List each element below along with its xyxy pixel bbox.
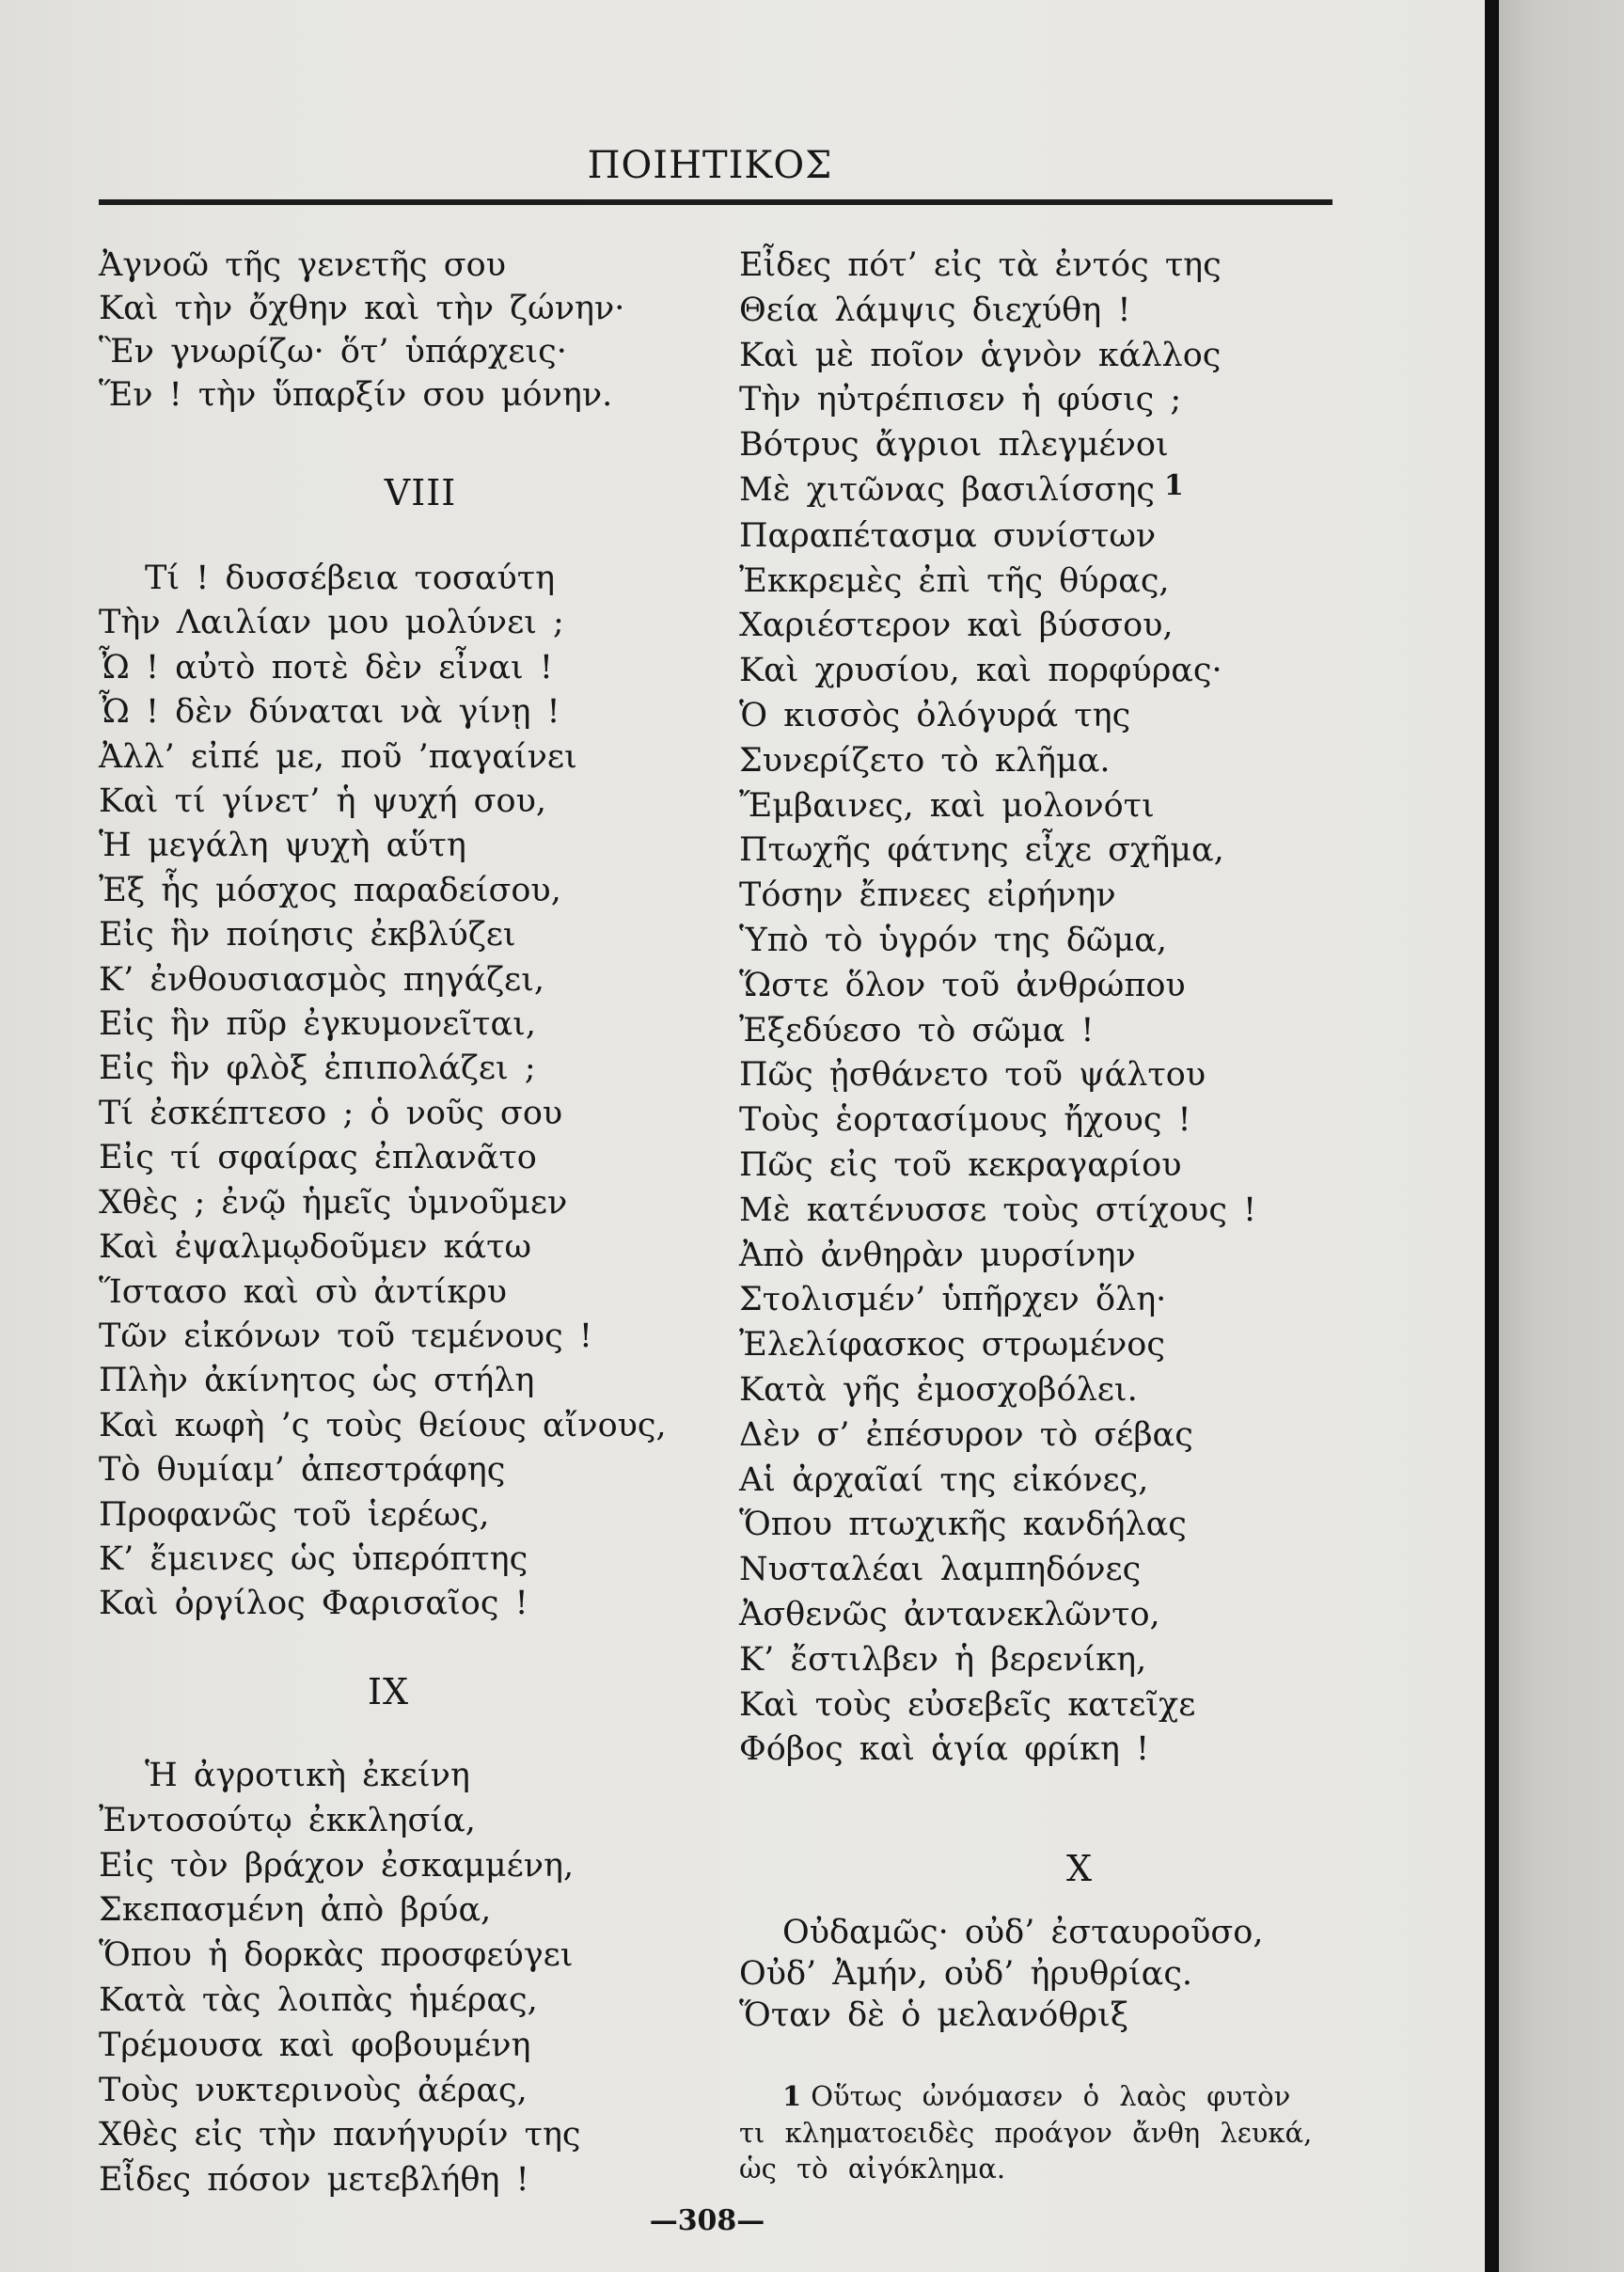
footnote-line [739, 2078, 1312, 2115]
verse-line: Σκεπασμένη ἀπὸ βρύα, [99, 1891, 492, 1930]
footnote-marker: 1 [782, 2080, 802, 2112]
verse-line: Καὶ τὴν ὄχθην καὶ τὴν ζώνην· [99, 290, 625, 327]
verse-line: Νυσταλέαι λαμπηδόνες [739, 1551, 1142, 1589]
verse-line: Καὶ κωφὴ ’ς τοὺς θείους αἴνους, [99, 1406, 667, 1444]
verse-line: Οὐδαμῶς· οὐδ’ ἐσταυροῦσο, [782, 1914, 1264, 1951]
verse-line: Πλὴν ἀκίνητος ὡς στήλη [99, 1362, 535, 1400]
verse-line: Ἀλλ’ εἰπέ με, ποῦ ’παγαίνει [99, 737, 577, 776]
verse-line: Ἐκκρεμὲς ἐπὶ τῆς θύρας, [739, 561, 1170, 600]
verse-line: Ἵστασο καὶ σὺ ἀντίκρυ [99, 1272, 508, 1311]
verse-line: Εἰς ἣν φλὸξ ἐπιπολάζει ; [99, 1049, 536, 1088]
verse-line: Εἰς τί σφαίρας ἐπλανᾶτο [99, 1139, 537, 1177]
verse-line: Θεία λάμψις διεχύθη ! [739, 291, 1131, 329]
verse-line: Αἱ ἀρχαῖαί της εἰκόνες, [739, 1460, 1149, 1499]
verse-line: Βότρυς ἄγριοι πλεγμένοι [739, 426, 1169, 465]
verse-line: Φόβος καὶ ἁγία φρίκη ! [739, 1730, 1150, 1769]
running-head: ΠΟΙΗΤΙΚΟΣ [587, 144, 833, 187]
footnote [739, 2078, 1312, 2187]
verse-line: Συνερίζετο τὸ κλῆμα. [739, 741, 1111, 780]
verse-line: Πῶς ᾐσθάνετο τοῦ ψάλτου [739, 1056, 1206, 1095]
facing-page-margin [1499, 0, 1624, 2272]
verse-line: Χθὲς εἰς τὴν πανήγυρίν της [99, 2116, 581, 2154]
verse-line: Ἐξεδύεσο τὸ σῶμα ! [739, 1011, 1095, 1049]
verse-line: Ἡ μεγάλη ψυχὴ αὕτη [99, 827, 466, 865]
verse-line: Κατὰ τὰς λοιπὰς ἡμέρας, [99, 1980, 538, 2019]
verse-line: Πτωχῆς φάτνης εἶχε σχῆμα, [739, 831, 1224, 870]
verse-line: Τί ! δυσσέβεια τοσαύτη [145, 560, 556, 597]
verse-line: Μὲ κατένυσσε τοὺς στίχους ! [739, 1191, 1257, 1229]
verse-line: Τρέμουσα καὶ φοβουμένη [99, 2026, 531, 2064]
binding-edge [1485, 0, 1499, 2272]
verse-line: Δὲν σ’ ἐπέσυρον τὸ σέβας [739, 1415, 1193, 1454]
verse-line: Εἶδες πόσον μετεβλήθη ! [99, 2161, 529, 2200]
section-numeral-ix: IX [367, 1671, 410, 1712]
verse-line: Τὴν Λαιλίαν μου μολύνει ; [99, 604, 564, 642]
verse-line: Τῶν εἰκόνων τοῦ τεμένους ! [99, 1317, 592, 1355]
verse-line: Καὶ μὲ ποῖον ἁγνὸν κάλλος [739, 336, 1222, 374]
footnote-line: τι κληματοειδὲς προάγον ἄνθη λευκά, [739, 2116, 1313, 2149]
verse-line: Ἐντοσούτῳ ἐκκλησία, [99, 1801, 476, 1839]
verse-line: Ὦ ! δὲν δύναται νὰ γίνῃ ! [99, 693, 560, 732]
footnote-text: Οὕτως ὠνόμασεν ὁ λαὸς φυτὸν [811, 2080, 1291, 2112]
verse-line: Κατὰ γῆς ἐμοσχοβόλει. [739, 1370, 1138, 1409]
verse-line: Ἓν γνωρίζω· ὅτ’ ὑπάρχεις· [99, 333, 567, 371]
verse-line: Στολισμέν’ ὑπῆρχεν ὅλη· [739, 1281, 1167, 1319]
verse-line: Ὦ ! αὐτὸ ποτὲ δὲν εἶναι ! [99, 648, 553, 686]
verse-line: Ἀσθενῶς ἀντανεκλῶντο, [739, 1595, 1160, 1633]
verse-line: Ἐξ ἧς μόσχος παραδείσου, [99, 871, 561, 909]
verse-line: Τοὺς ἑορτασίμους ἤχους ! [739, 1101, 1191, 1140]
verse-line: Καὶ τοὺς εὐσεβεῖς κατεῖχε [739, 1685, 1196, 1724]
header-rule [99, 199, 1332, 205]
verse-line: Ἐλελίφασκος στρωμένος [739, 1326, 1165, 1365]
section-numeral-x: X [1065, 1848, 1094, 1889]
verse-line: Κ’ ἔμεινες ὡς ὑπερόπτης [99, 1539, 528, 1578]
verse-line: Ἡ ἀγροτικὴ ἐκείνη [145, 1757, 470, 1794]
section-x-verses [739, 1912, 1263, 2036]
verse-line: Χαριέστερον καὶ βύσσου, [739, 607, 1174, 645]
verse-line: Καὶ ὀργίλος Φαρισαῖος ! [99, 1585, 528, 1623]
verse-line: Καὶ ἐψαλμῳδοῦμεν κάτω [99, 1228, 532, 1267]
verse-line: Τοὺς νυκτερινοὺς ἀέρας, [99, 2071, 528, 2109]
footnote-line: ὡς τὸ αἰγόκλημα. [739, 2153, 1006, 2185]
verse-line: Τόσην ἔπνεες εἰρήνην [739, 876, 1116, 915]
section-ix-continued-verses [739, 244, 1256, 1773]
verse-line: Ὑπὸ τὸ ὑγρόν της δῶμα, [739, 921, 1167, 959]
verse-line: Εἶδες πότ’ εἰς τὰ ἐντός της [739, 246, 1222, 284]
section-numeral-viii: VIII [384, 472, 457, 513]
footnote-reference: 1 [1163, 468, 1184, 502]
page-number: —308— [649, 2204, 765, 2237]
verse-line: Πῶς εἰς τοῦ κεκραγαρίου [739, 1145, 1182, 1184]
verse-line: Κ’ ἔστιλβεν ἡ βερενίκη, [739, 1640, 1147, 1679]
verse-line: Τὴν ηὐτρέπισεν ἡ φύσις ; [739, 381, 1182, 419]
verse-line: Χθὲς ; ἐνῷ ἡμεῖς ὑμνοῦμεν [99, 1183, 568, 1222]
verse-text: Μὲ χιτῶνας βασιλίσσης [739, 470, 1155, 509]
verse-line: Οὐδ’ Ἀμήν, οὐδ’ ἠρυθρίας. [739, 1955, 1193, 1993]
section-viii-verses [99, 557, 667, 1627]
verse-line: Εἰς ἣν πῦρ ἐγκυμονεῖται, [99, 1005, 537, 1044]
verse-line: Καὶ χρυσίου, καὶ πορφύρας· [739, 652, 1222, 690]
verse-line: Εἰς ἣν ποίησις ἐκβλύζει [99, 916, 516, 955]
verse-line: Ὅπου πτωχικῆς κανδήλας [739, 1506, 1187, 1544]
verse-line: Ἕν ! τὴν ὕπαρξίν σου μόνην. [99, 376, 613, 414]
verse-line: Ἀγνοῶ τῆς γενετῆς σου [99, 246, 507, 284]
verse-line: Εἰς τὸν βράχον ἐσκαμμένη, [99, 1846, 575, 1885]
verse-line: Τί ἐσκέπτεσο ; ὁ νοῦς σου [99, 1094, 563, 1132]
verse-line [739, 468, 1256, 514]
verse-line: Παραπέτασμα συνίστων [739, 516, 1157, 555]
verse-line: Ἀπὸ ἀνθηρὰν μυρσίνην [739, 1236, 1136, 1274]
verse-line: Ὅπου ἡ δορκὰς προσφεύγει [99, 1936, 574, 1975]
stanza-end [99, 244, 624, 417]
verse-line: Ὅταν δὲ ὁ μελανόθριξ [739, 1996, 1129, 2034]
verse-line: Καὶ τί γίνετ’ ἡ ψυχή σου, [99, 782, 546, 821]
section-ix-verses [99, 1754, 581, 2203]
verse-line: Κ’ ἐνθουσιασμὸς πηγάζει, [99, 960, 545, 999]
verse-line: Ὁ κισσὸς ὀλόγυρά της [739, 696, 1131, 734]
verse-line: Ἔμβαινες, καὶ μολονότι [739, 786, 1155, 825]
verse-line: Τὸ θυμίαμ’ ἀπεστράφης [99, 1451, 506, 1490]
verse-line: Προφανῶς τοῦ ἱερέως, [99, 1495, 490, 1534]
verse-line: Ὥστε ὅλον τοῦ ἀνθρώπου [739, 966, 1186, 1004]
